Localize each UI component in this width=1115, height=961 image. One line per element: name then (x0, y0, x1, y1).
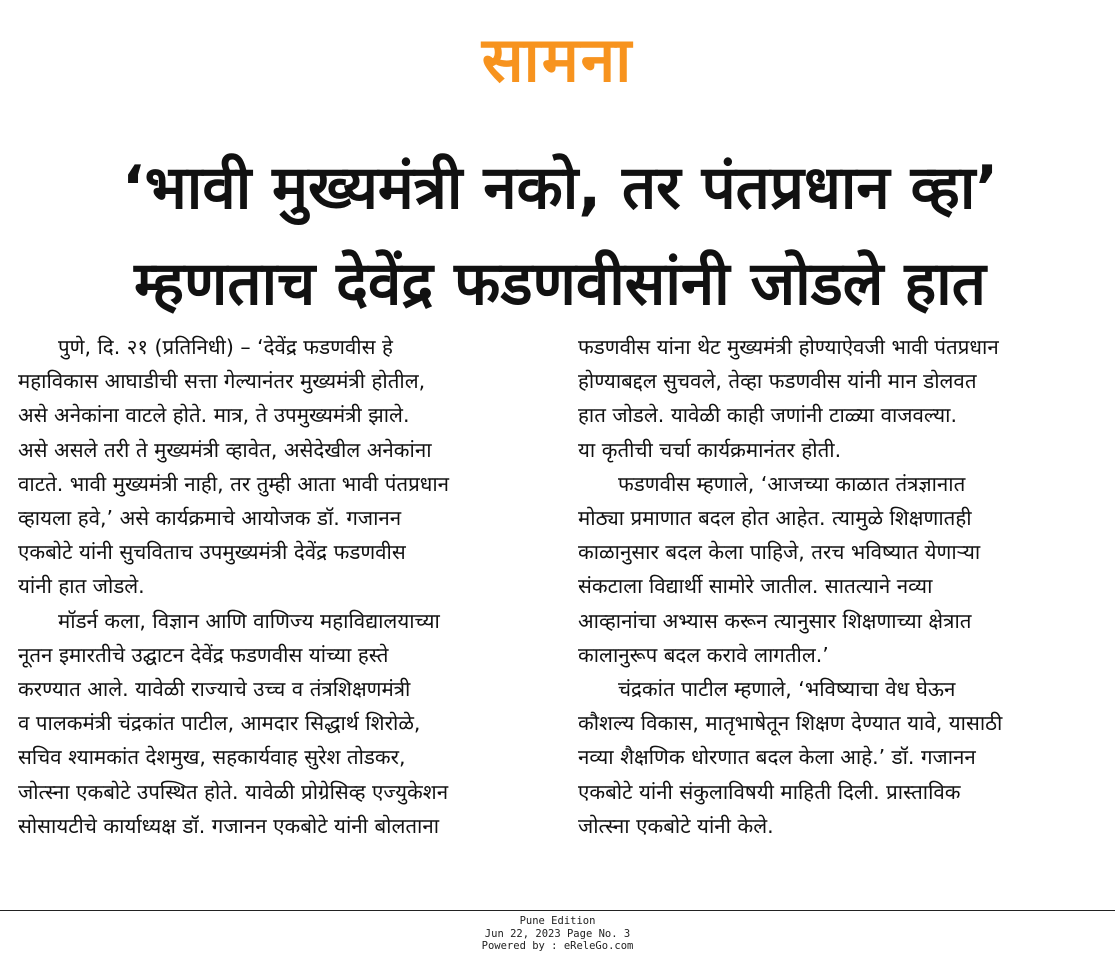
article-line: संकटाला विद्यार्थी सामोरे जातील. सातत्याने नव्या (578, 574, 933, 599)
article-line: एकबोटे यांनी सुचविताच उपमुख्यमंत्री देवेंद्र फडणवीस (18, 540, 406, 565)
article-line: असे अनेकांना वाटले होते. मात्र, ते उपमुख्यमंत्री झाले. (18, 403, 410, 428)
article-line: वाटते. भावी मुख्यमंत्री नाही, तर तुम्ही आता भावी पंतप्रधान (18, 471, 450, 496)
article-line: नूतन इमारतीचे उद्घाटन देवेंद्र फडणवीस यांच्या हस्ते (18, 642, 389, 667)
footer-edition: Pune Edition (519, 915, 596, 927)
article-column-right (578, 330, 1106, 843)
article-headline (20, 140, 1100, 332)
footer-date-page: Jun 22, 2023 Page No. 3 (484, 927, 631, 940)
article-line: या कृतीची चर्चा कार्यक्रमानंतर होती. (578, 437, 842, 462)
article-line: महाविकास आघाडीची सत्ता गेल्यानंतर मुख्यमंत्री होतील, (18, 369, 426, 394)
article-line: जोत्स्ना एकबोटे यांनी केले. (578, 813, 774, 838)
article-line: एकबोटे यांनी संकुलाविषयी माहिती दिली. प्रास्ताविक (578, 779, 961, 804)
article-line: असे असले तरी ते मुख्यमंत्री व्हावेत, असेदेखील अनेकांना (18, 437, 432, 462)
article-line: सोसायटीचे कार्याध्यक्ष डॉ. गजानन एकबोटे यांनी बोलताना (18, 813, 440, 838)
footer-powered-by: Powered by : eReleGo.com (481, 940, 634, 952)
article-line: कालानुरूप बदल करावे लागतील.’ (578, 642, 829, 667)
article-line: पुणे, दि. २१ (प्रतिनिधी) – ‘देवेंद्र फडणवीस हे (58, 335, 393, 359)
article-column-left (18, 330, 546, 843)
footer-divider (0, 910, 1115, 911)
article-line: व पालकमंत्री चंद्रकांत पाटील, आमदार सिद्धार्थ शिरोळे, (18, 711, 421, 736)
article-line: करण्यात आले. यावेळी राज्याचे उच्च व तंत्रशिक्षणमंत्री (18, 677, 411, 702)
headline-line-2: म्हणताच देवेंद्र फडणवीसांनी जोडले हात (134, 249, 986, 319)
article-line: यांनी हात जोडले. (18, 574, 145, 599)
article-line: फडणवीस यांना थेट मुख्यमंत्री होण्याऐवजी भावी पंतप्रधान (578, 335, 999, 359)
article-line: जोत्स्ना एकबोटे उपस्थित होते. यावेळी प्रोग्रेसिव्ह एज्युकेशन (18, 779, 449, 804)
article-line: व्हायला हवे,’ असे कार्यक्रमाचे आयोजक डॉ. गजानन (18, 506, 402, 531)
article-line: कौशल्य विकास, मातृभाषेतून शिक्षण देण्यात यावे, यासाठी (578, 711, 1003, 736)
newspaper-masthead: सामना (481, 23, 634, 96)
page-footer (0, 915, 1115, 953)
headline-line-1: ‘भावी मुख्यमंत्री नको, तर पंतप्रधान व्हा’ (121, 153, 999, 223)
article-line: सचिव श्यामकांत देशमुख, सहकार्यवाह सुरेश तोडकर, (18, 745, 406, 770)
article-line: आव्हानांचा अभ्यास करून त्यानुसार शिक्षणाच्या क्षेत्रात (578, 608, 972, 633)
article-line: काळानुसार बदल केला पाहिजे, तरच भविष्यात येणाऱ्या (578, 540, 981, 565)
article-line: मॉडर्न कला, विज्ञान आणि वाणिज्य महाविद्यालयाच्या (58, 608, 440, 633)
article-line: चंद्रकांत पाटील म्हणाले, ‘भविष्याचा वेध घेऊन (618, 677, 956, 702)
article-line: हात जोडले. यावेळी काही जणांनी टाळ्या वाजवल्या. (578, 403, 957, 428)
article-line: फडणवीस म्हणाले, ‘आजच्या काळात तंत्रज्ञानात (618, 471, 966, 496)
article-line: नव्या शैक्षणिक धोरणात बदल केला आहे.’ डॉ. गजानन (578, 745, 976, 770)
article-line: मोठ्या प्रमाणात बदल होत आहेत. त्यामुळे शिक्षणातही (578, 506, 972, 531)
article-line: होण्याबद्दल सुचवले, तेव्हा फडणवीस यांनी मान डोलवत (578, 369, 977, 394)
